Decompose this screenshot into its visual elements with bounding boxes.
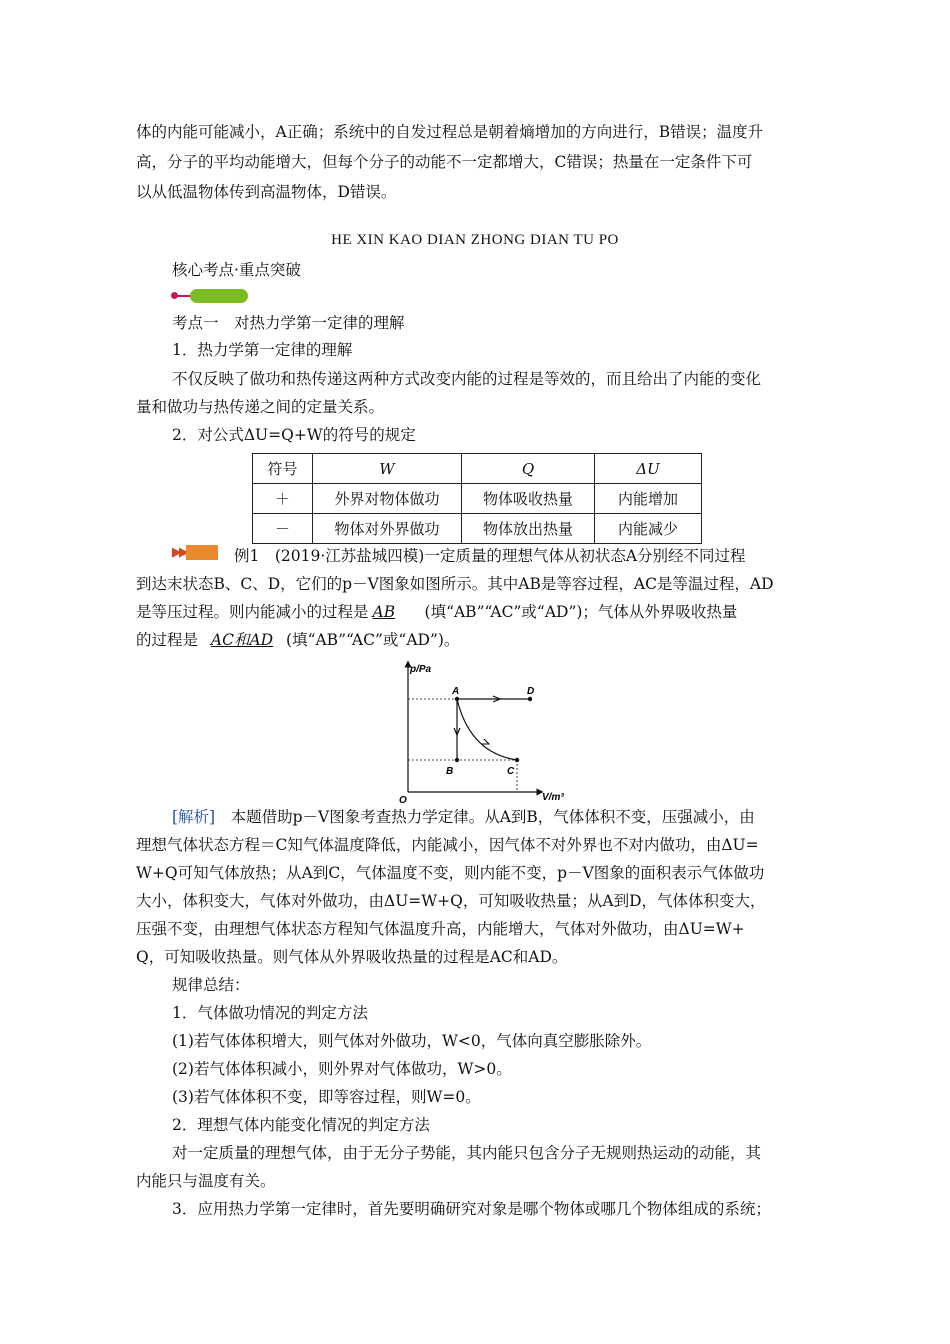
section-pinyin: HE XIN KAO DIAN ZHONG DIAN TU PO	[331, 232, 619, 248]
point-c-label: C	[507, 766, 515, 777]
ac-arrow-icon	[482, 739, 489, 744]
answer-blank-2: AC和AD	[210, 631, 274, 649]
summary-title: 规律总结：	[172, 976, 250, 994]
example-badge-icon	[186, 545, 218, 560]
example-line-3-pre: 是等压过程。则内能减小的过程是	[136, 603, 369, 621]
table-cell: －	[253, 514, 313, 544]
example-arrow-icon: ▶▶	[172, 545, 186, 560]
intro-line-1: 体的内能可能减小，A正确；系统中的自发过程总是朝着熵增加的方向进行，B错误；温度升	[136, 123, 764, 141]
table-cell: 物体对外界做功	[313, 514, 462, 544]
intro-line-2: 高，分子的平均动能增大，但每个分子的动能不一定都增大，C错误；热量在一定条件下可	[136, 153, 753, 171]
table-cell: 内能增加	[595, 484, 702, 514]
summary-item-1b: (2)若气体体积减小，则外界对气体做功，W>0。	[172, 1060, 512, 1078]
table-cell: 物体放出热量	[462, 514, 595, 544]
point-c-dot	[515, 758, 519, 762]
analysis-line-3: W+Q可知气体放热；从A到C，气体温度不变，则内能不变，p－V图象的面积表示气体做功	[136, 864, 765, 882]
item1-line-1: 不仅反映了做功和热传递这两种方式改变内能的过程是等效的，而且给出了内能的变化	[172, 370, 762, 388]
section-title: 核心考点·重点突破	[172, 261, 301, 279]
table-header: 符号	[253, 454, 313, 484]
analysis-line-5: 压强不变，由理想气体状态方程知气体温度升高，内能增大，气体对外做功，由ΔU=W+	[136, 920, 745, 938]
sign-table	[252, 453, 702, 544]
example-line-2: 到达末状态B、C、D，它们的p－V图象如图所示。其中AB是等容过程，AC是等温过程，AD	[136, 575, 774, 593]
example-line-3	[136, 601, 826, 623]
point-d-label: D	[527, 686, 535, 697]
pv-graph	[390, 658, 570, 804]
analysis-line-4: 大小，体积变大，气体对外做功，由ΔU=W+Q，可知吸收热量；从A到D，气体体积变大，	[136, 892, 766, 910]
table-row	[253, 514, 702, 544]
summary-item-3: 3．应用热力学第一定律时，首先要明确研究对象是哪个物体或哪几个物体组成的系统；	[172, 1200, 771, 1218]
example-line-1: 例1 (2019·江苏盐城四模)一定质量的理想气体从初状态A分别经不同过程	[234, 547, 746, 565]
point-a-dot	[455, 697, 459, 701]
analysis-tag: [解析]	[172, 808, 216, 826]
point-heading: 考点一 对热力学第一定律的理解	[172, 314, 405, 332]
table-header: ΔU	[595, 454, 702, 484]
table-row	[253, 484, 702, 514]
item2-heading: 2．对公式ΔU=Q+W的符号的规定	[172, 426, 416, 444]
summary-item-1: 1．气体做功情况的判定方法	[172, 1004, 368, 1022]
table-cell: 物体吸收热量	[462, 484, 595, 514]
point-d-dot	[528, 697, 532, 701]
point-a-label: A	[452, 686, 460, 697]
summary-item-2-line-1: 对一定质量的理想气体，由于无分子势能，其内能只包含分子无规则热运动的动能，其	[172, 1144, 762, 1162]
analysis-line-1-text: 本题借助p－V图象考查热力学定律。从A到B，气体体积不变，压强减小，由	[215, 808, 755, 826]
table-cell: ＋	[253, 484, 313, 514]
intro-line-3: 以从低温物体传到高温物体，D错误。	[136, 183, 397, 201]
item1-heading: 1．热力学第一定律的理解	[172, 341, 353, 359]
summary-item-2-line-2: 内能只与温度有关。	[136, 1172, 276, 1190]
table-header-row	[253, 454, 702, 484]
table-cell: 内能减少	[595, 514, 702, 544]
y-axis-label: p/Pa	[410, 664, 432, 675]
table-header: Q	[462, 454, 595, 484]
analysis-line-1	[172, 806, 862, 828]
point-b-dot	[455, 758, 459, 762]
table-cell: 外界对物体做功	[313, 484, 462, 514]
answer-blank-1: AB	[372, 603, 396, 621]
example-line-4-pre: 的过程是	[136, 631, 199, 649]
analysis-line-2: 理想气体状态方程＝C知气体温度降低，内能减小，因气体不对外界也不对内做功，由ΔU=	[136, 836, 759, 854]
process-ac	[457, 699, 517, 760]
point-b-label: B	[446, 766, 454, 777]
table-header: W	[313, 454, 462, 484]
summary-item-1a: (1)若气体体积增大，则气体对外做功，W<0，气体向真空膨胀除外。	[172, 1032, 652, 1050]
example-line-3-post: (填“AB”“AC”或“AD”)；气体从外界吸收热量	[424, 603, 738, 621]
analysis-line-6: Q，可知吸收热量。则气体从外界吸收热量的过程是AC和AD。	[136, 948, 568, 966]
item1-line-2: 量和做功与热传递之间的定量关系。	[136, 398, 385, 416]
decor-pill-icon	[190, 289, 248, 303]
example-line-4-post: (填“AB”“AC”或“AD”)。	[286, 631, 460, 649]
origin-label: O	[399, 795, 407, 804]
summary-item-1c: (3)若气体体积不变，即等容过程，则W=0。	[172, 1088, 481, 1106]
example-line-4	[136, 629, 826, 651]
summary-item-2: 2．理想气体内能变化情况的判定方法	[172, 1116, 430, 1134]
x-axis-label: V/m³	[542, 792, 564, 803]
